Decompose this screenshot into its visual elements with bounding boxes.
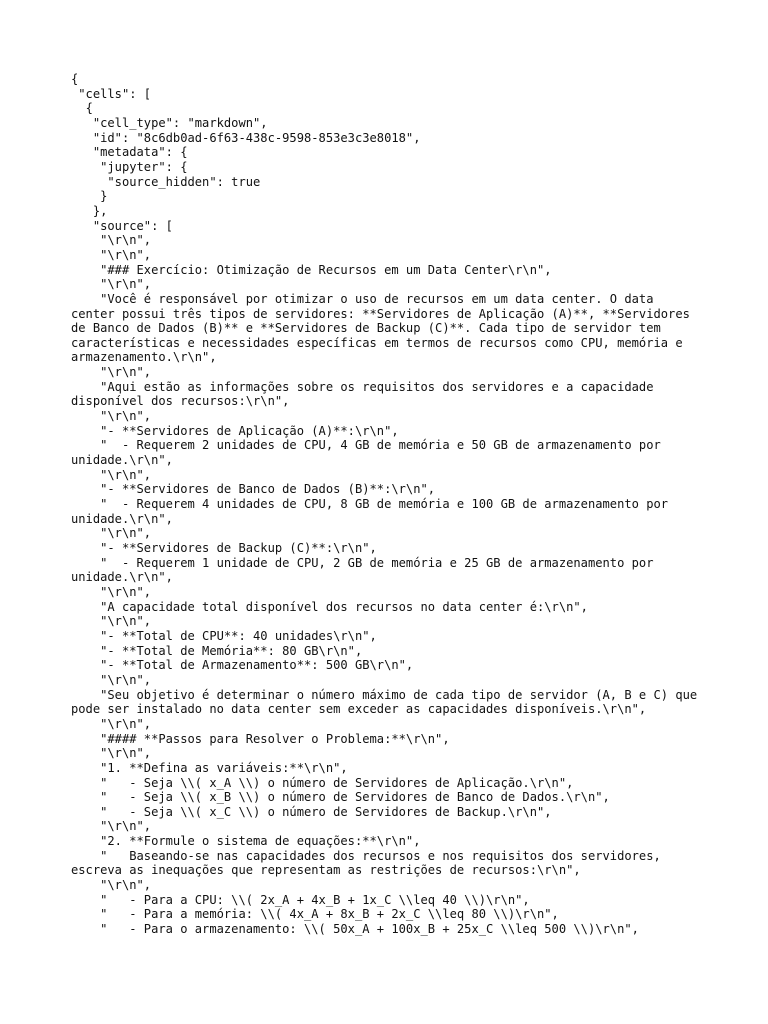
code-line: "source_hidden": true bbox=[71, 174, 261, 189]
code-line: "cells": [ bbox=[71, 86, 152, 101]
code-line: "id": "8c6db0ad-6f63-438c-9598-853e3c3e8018", bbox=[71, 130, 421, 145]
code-line: "\r\n", bbox=[71, 233, 152, 248]
code-line: "\r\n", bbox=[71, 672, 152, 687]
code-line: "- **Total de Memória**: 80 GB\r\n", bbox=[71, 643, 363, 658]
code-line: "2. **Formule o sistema de equações:**\r\n", bbox=[71, 834, 421, 849]
code-line: "\r\n", bbox=[71, 614, 152, 629]
code-line: "\r\n", bbox=[71, 819, 152, 834]
code-line: "source": [ bbox=[71, 218, 173, 233]
code-line: "\r\n", bbox=[71, 746, 152, 761]
code-line: "metadata": { bbox=[71, 145, 188, 160]
code-line: "Aqui estão as informações sobre os requisitos dos servidores e a capacidade disponível dos recursos:\r\n", bbox=[71, 379, 661, 409]
code-line: "\r\n", bbox=[71, 277, 152, 292]
code-line: "\r\n", bbox=[71, 584, 152, 599]
code-line: "\r\n", bbox=[71, 365, 152, 380]
code-line: "A capacidade total disponível dos recursos no data center é:\r\n", bbox=[71, 599, 588, 614]
code-line: " Baseando-se nas capacidades dos recursos e nos requisitos dos servidores, escreva as inequações que representam as restrições de recursos:\r\n", bbox=[71, 848, 669, 878]
notebook-json-source bbox=[71, 72, 705, 937]
code-line: " - Seja \\( x_C \\) o número de Servidores de Backup.\r\n", bbox=[71, 804, 552, 819]
code-line: "\r\n", bbox=[71, 716, 152, 731]
code-line: "\r\n", bbox=[71, 409, 152, 424]
code-line: { bbox=[71, 72, 79, 86]
code-line: "\r\n", bbox=[71, 878, 152, 893]
code-line: " - Requerem 1 unidade de CPU, 2 GB de memória e 25 GB de armazenamento por unidade.\r\n", bbox=[71, 555, 661, 585]
code-line: "\r\n", bbox=[71, 247, 152, 262]
code-line: "- **Servidores de Backup (C)**:\r\n", bbox=[71, 541, 377, 555]
code-line: " - Requerem 4 unidades de CPU, 8 GB de memória e 100 GB de armazenamento por unidade.\r\n", bbox=[71, 497, 676, 526]
code-line: "#### **Passos para Resolver o Problema:**\r\n", bbox=[71, 731, 450, 746]
code-line: " - Para o armazenamento: \\( 50x_A + 100x_B + 25x_C \\leq 500 \\)\r\n", bbox=[71, 922, 639, 937]
code-line: "- **Total de Armazenamento**: 500 GB\r\n", bbox=[71, 658, 414, 673]
code-line: "Você é responsável por otimizar o uso de recursos em um data center. O data center possui três tipos de servidores: **Servidores de Aplicação (A)**, **Servidores de Banco de Dados (B)** e **Servidores de Backup (C)**. Cada tipo de servidor tem características e necessidades específicas em termos de recursos como CPU, memória e armazenamento.\r\n", bbox=[71, 291, 698, 365]
code-line: "\r\n", bbox=[71, 526, 152, 541]
code-line: "- **Servidores de Aplicação (A)**:\r\n", bbox=[71, 423, 399, 438]
code-line: "- **Total de CPU**: 40 unidades\r\n", bbox=[71, 628, 377, 643]
code-line: { bbox=[71, 101, 93, 116]
code-line: "cell_type": "markdown", bbox=[71, 115, 268, 130]
code-line: " - Requerem 2 unidades de CPU, 4 GB de memória e 50 GB de armazenamento por unidade.\r\n", bbox=[71, 438, 669, 468]
code-line: "\r\n", bbox=[71, 467, 152, 482]
code-line: }, bbox=[71, 203, 108, 218]
code-line: "1. **Defina as variáveis:**\r\n", bbox=[71, 760, 348, 775]
code-line: " - Seja \\( x_A \\) o número de Servidores de Aplicação.\r\n", bbox=[71, 775, 574, 790]
code-line: " - Para a memória: \\( 4x_A + 8x_B + 2x_C \\leq 80 \\)\r\n", bbox=[71, 907, 559, 922]
code-line: " - Seja \\( x_B \\) o número de Servidores de Banco de Dados.\r\n", bbox=[71, 790, 610, 805]
code-line: "### Exercício: Otimização de Recursos em um Data Center\r\n", bbox=[71, 262, 552, 277]
code-line: " - Para a CPU: \\( 2x_A + 4x_B + 1x_C \\leq 40 \\)\r\n", bbox=[71, 892, 530, 907]
code-line: "jupyter": { bbox=[71, 159, 188, 174]
code-line: "Seu objetivo é determinar o número máximo de cada tipo de servidor (A, B e C) que pode ser instalado no data center sem exceder as capacidades disponíveis.\r\n", bbox=[71, 687, 705, 717]
code-line: } bbox=[71, 189, 108, 204]
code-line: "- **Servidores de Banco de Dados (B)**:\r\n", bbox=[71, 482, 436, 497]
